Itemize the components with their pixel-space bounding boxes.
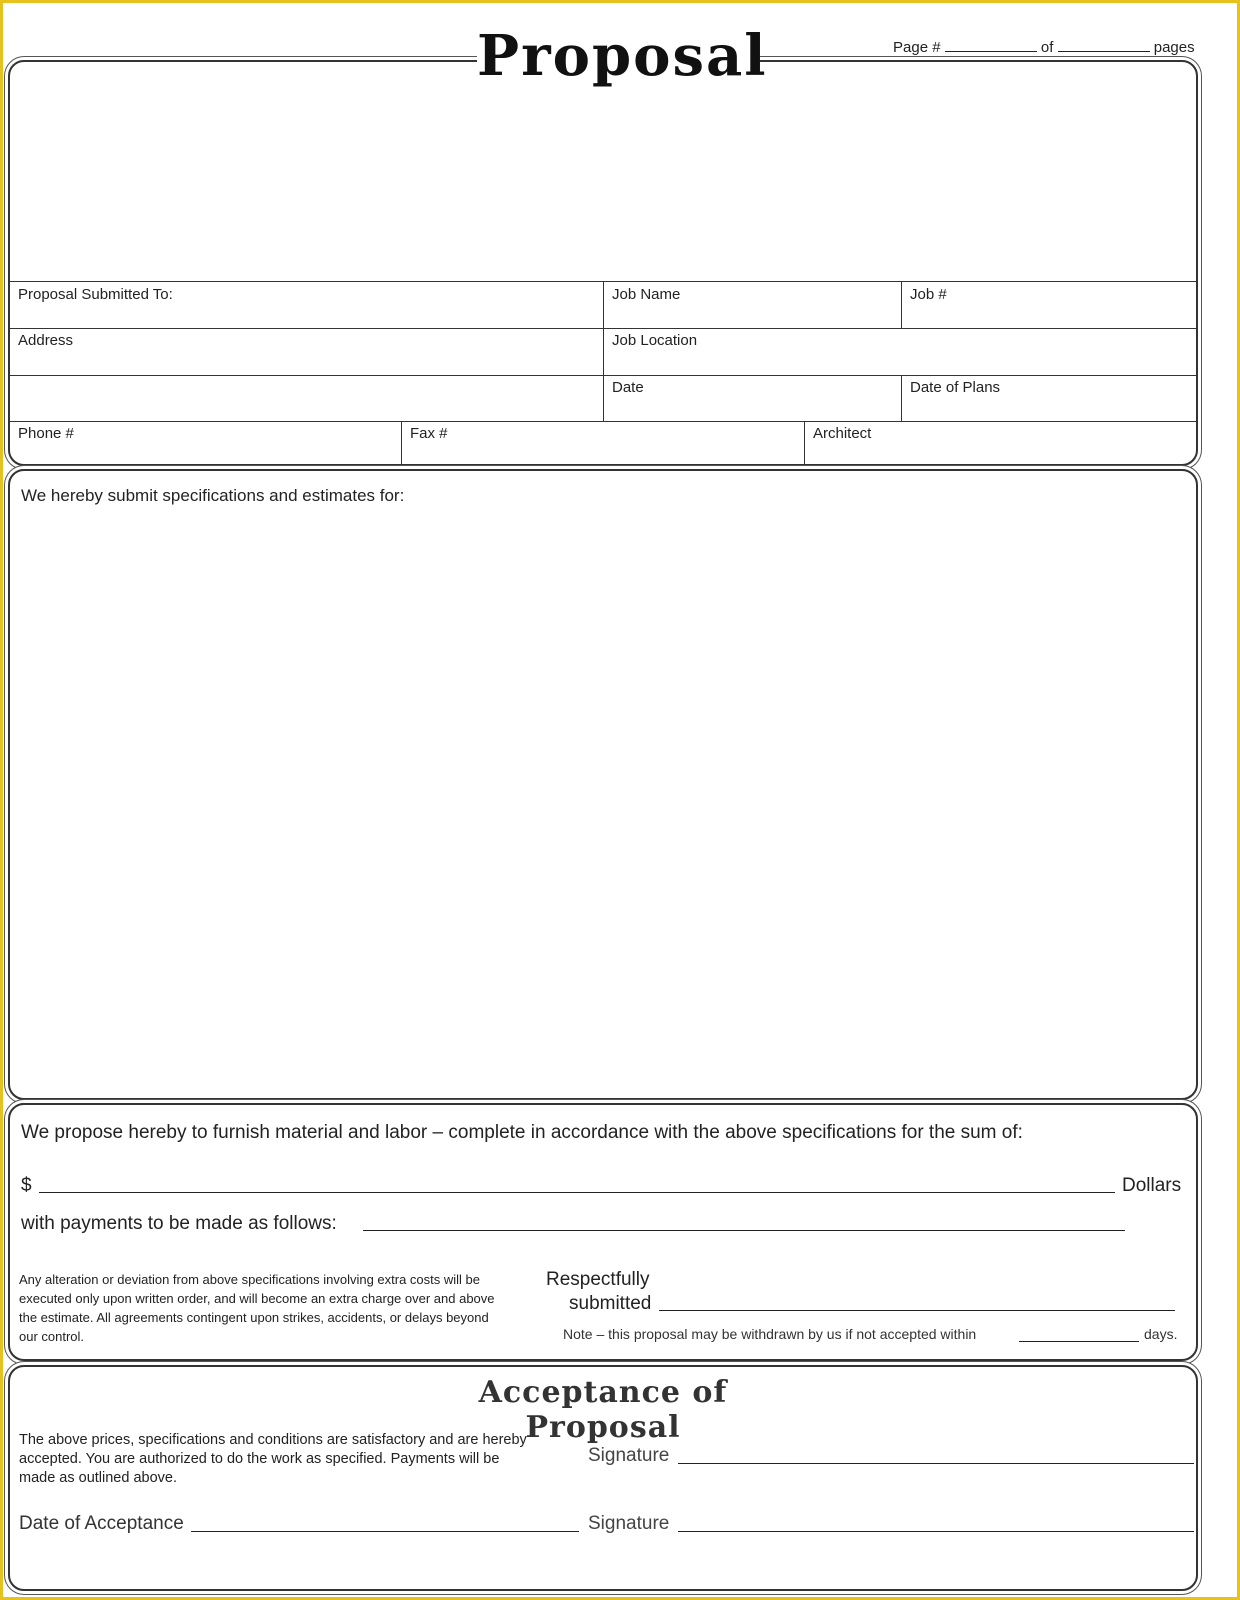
withdrawal-note: Note – this proposal may be withdrawn by us if not accepted within — [563, 1326, 977, 1342]
signature-label-1: Signature — [588, 1445, 670, 1466]
job-name-field[interactable] — [612, 286, 897, 324]
job-number-field[interactable] — [910, 286, 1190, 324]
acceptance-text: The above prices, specifications and conditions are satisfactory and are hereby accepted. You are authorized to do the work as specified. Payments will be made as outlined above. — [19, 1432, 527, 1486]
signature-label-2: Signature — [588, 1513, 670, 1534]
grid-line — [901, 375, 902, 421]
amount-line[interactable] — [39, 1192, 1115, 1193]
phone-field[interactable] — [18, 425, 396, 461]
total-pages-field[interactable] — [1058, 39, 1150, 52]
dollars-label: Dollars — [1122, 1175, 1182, 1196]
days-line[interactable] — [1019, 1341, 1139, 1342]
job-location-field[interactable] — [612, 332, 1192, 370]
architect-field[interactable] — [813, 425, 1193, 461]
submitted-label: submitted — [569, 1293, 652, 1314]
payments-line[interactable] — [363, 1230, 1125, 1231]
page-number-field[interactable] — [945, 39, 1037, 52]
date-of-acceptance-label: Date of Acceptance — [19, 1513, 184, 1534]
grid-line — [401, 421, 402, 464]
fax-field[interactable] — [410, 425, 800, 461]
of-label: of — [1040, 39, 1054, 56]
date-of-acceptance-line[interactable] — [191, 1531, 579, 1532]
address-field[interactable] — [18, 332, 598, 370]
submitted-to-field[interactable] — [18, 286, 598, 324]
page-count — [893, 39, 1195, 56]
date-of-plans-label: Date of Plans — [910, 379, 1001, 396]
signature-line-2[interactable] — [678, 1531, 1194, 1532]
grid-line — [901, 281, 902, 328]
grid-line — [603, 281, 604, 421]
days-label: days. — [1144, 1326, 1178, 1342]
payments-label: with payments to be made as follows: — [21, 1213, 337, 1234]
alteration-text: Any alteration or deviation from above specifications involving extra costs will be executed only upon written order, and will become an extra charge over and above the estimate. All agreements contingent upon strikes, accidents, or delays beyond our control. — [19, 1272, 495, 1344]
job-name-label: Job Name — [612, 286, 681, 303]
form-title: Proposal — [477, 23, 768, 89]
specifications-heading: We hereby submit specifications and estimates for: — [21, 486, 405, 505]
job-location-label: Job Location — [612, 332, 698, 349]
respectfully-label: Respectfully — [546, 1269, 650, 1290]
page-label: Page # — [893, 39, 941, 56]
address-line-2-field[interactable] — [18, 379, 598, 417]
date-label: Date — [612, 379, 644, 396]
propose-text: We propose hereby to furnish material and labor – complete in accordance with the above specifications for the sum of: — [21, 1122, 1023, 1143]
dollar-sign: $ — [21, 1175, 32, 1196]
pages-label: pages — [1153, 39, 1195, 56]
job-number-label: Job # — [910, 286, 947, 303]
fax-label: Fax # — [410, 425, 448, 442]
date-field[interactable] — [612, 379, 897, 417]
grid-line — [804, 421, 805, 464]
acceptance-title: Acceptance of Proposal — [478, 1375, 728, 1445]
address-label: Address — [18, 332, 74, 349]
submitted-to-label: Proposal Submitted To: — [18, 286, 173, 303]
phone-label: Phone # — [18, 425, 74, 442]
signature-line-1[interactable] — [678, 1463, 1194, 1464]
architect-label: Architect — [813, 425, 872, 442]
grid-line — [10, 421, 1196, 422]
date-of-plans-field[interactable] — [910, 379, 1190, 417]
submitted-signature-line[interactable] — [659, 1310, 1175, 1311]
specifications-panel[interactable] — [8, 469, 1198, 1100]
